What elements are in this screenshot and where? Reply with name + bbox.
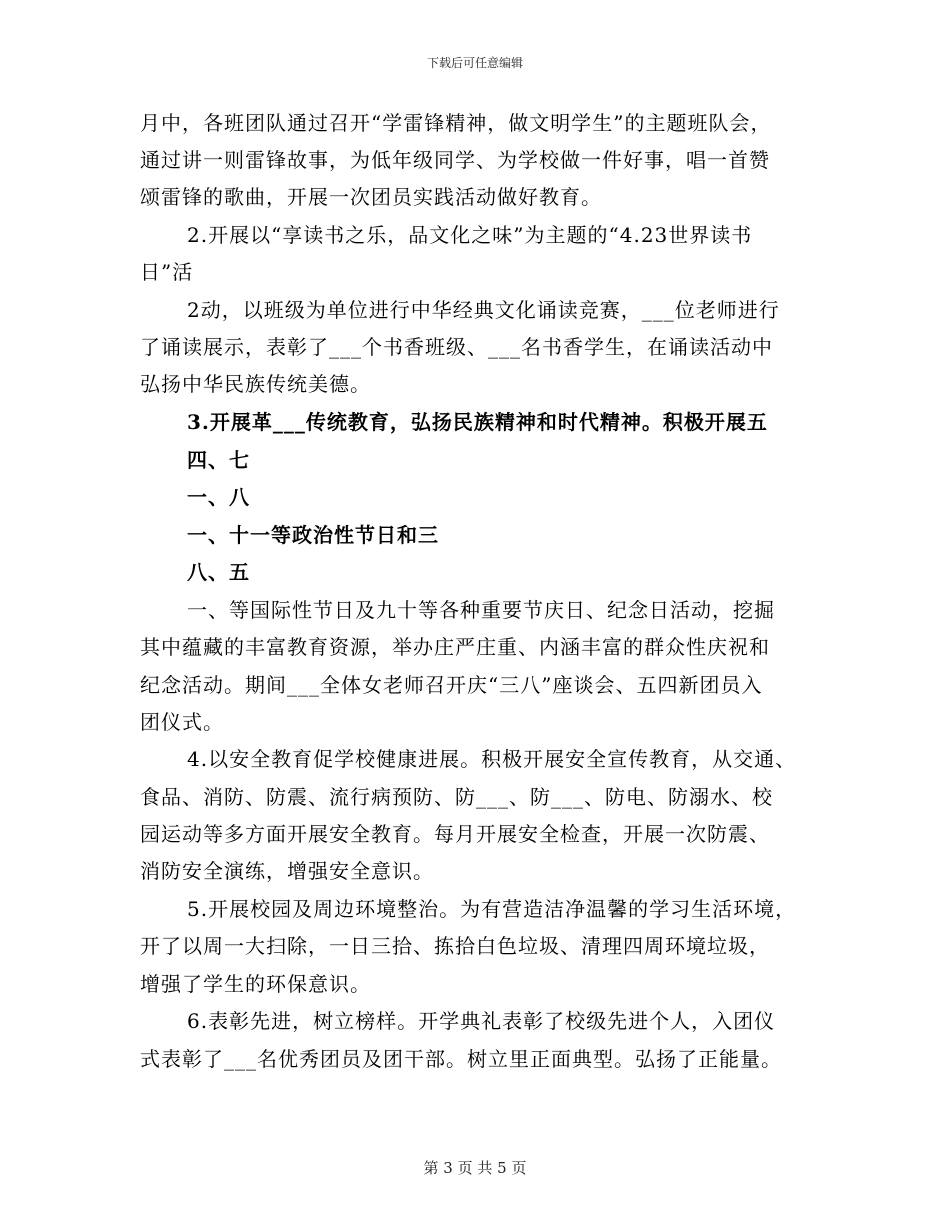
text-line: 增强了学生的环保意识。 [140,972,371,996]
text-line: 园运动等多方面开展安全教育。每月开展安全检查，开展一次防震、 [140,822,770,846]
text-line: 开了以周一大扫除，一日三拾、拣拾白色垃圾、清理四周环境垃圾， [140,934,770,958]
text-line: 消防安全演练，增强安全意识。 [140,859,434,883]
text-line: 日”活 [140,260,194,284]
bold-line: 3.开展革___传统教育，弘扬民族精神和时代精神。积极开展五 [187,410,768,434]
bold-line: 八、五 [187,560,250,584]
bold-line: 一、十一等政治性节日和三 [187,523,439,547]
text-line: 式表彰了___名优秀团员及团干部。树立里正面典型。弘扬了正能量。 [140,1047,782,1071]
text-line: 颂雷锋的歌曲，开展一次团员实践活动做好教育。 [140,185,602,209]
text-line: 2动，以班级为单位进行中华经典文化诵读竞赛，___位老师进行 [187,298,780,322]
bold-line: 四、七 [187,448,250,472]
text-line: 5.开展校园及周边环境整治。为有营造洁净温馨的学习生活环境， [187,897,797,921]
text-line: 2.开展以“享读书之乐，品文化之味”为主题的“4.23世界读书 [187,223,753,247]
text-line: 一、等国际性节日及九十等各种重要节庆日、纪念日活动，挖掘 [187,598,775,622]
text-line: 4.以安全教育促学校健康进展。积极开展安全宣传教育，从交通、 [187,747,797,771]
text-line: 通过讲一则雷锋故事，为低年级同学、为学校做一件好事，唱一首赞 [140,148,770,172]
text-line: 6.表彰先进，树立榜样。开学典礼表彰了校级先进个人，入团仪 [187,1009,776,1033]
text-line: 团仪式。 [140,710,224,734]
text-line: 纪念活动。期间___全体女老师召开庆“三八”座谈会、五四新团员入 [140,673,763,697]
text-line: 其中蕴藏的丰富教育资源，举办庄严庄重、内涵丰富的群众性庆祝和 [140,635,770,659]
text-line: 了诵读展示，表彰了___个书香班级、___名书香学生，在诵读活动中 [140,335,773,359]
text-line: 弘扬中华民族传统美德。 [140,372,371,396]
page-header: 下载后可任意编辑 [426,56,523,70]
text-line: 食品、消防、防震、流行病预防、防___、防___、防电、防溺水、校 [140,785,773,809]
bold-line: 一、八 [187,485,250,509]
page-footer: 第 3 页 共 5 页 [423,1159,527,1177]
text-line: 月中，各班团队通过召开“学雷锋精神，做文明学生”的主题班队会， [140,111,772,135]
